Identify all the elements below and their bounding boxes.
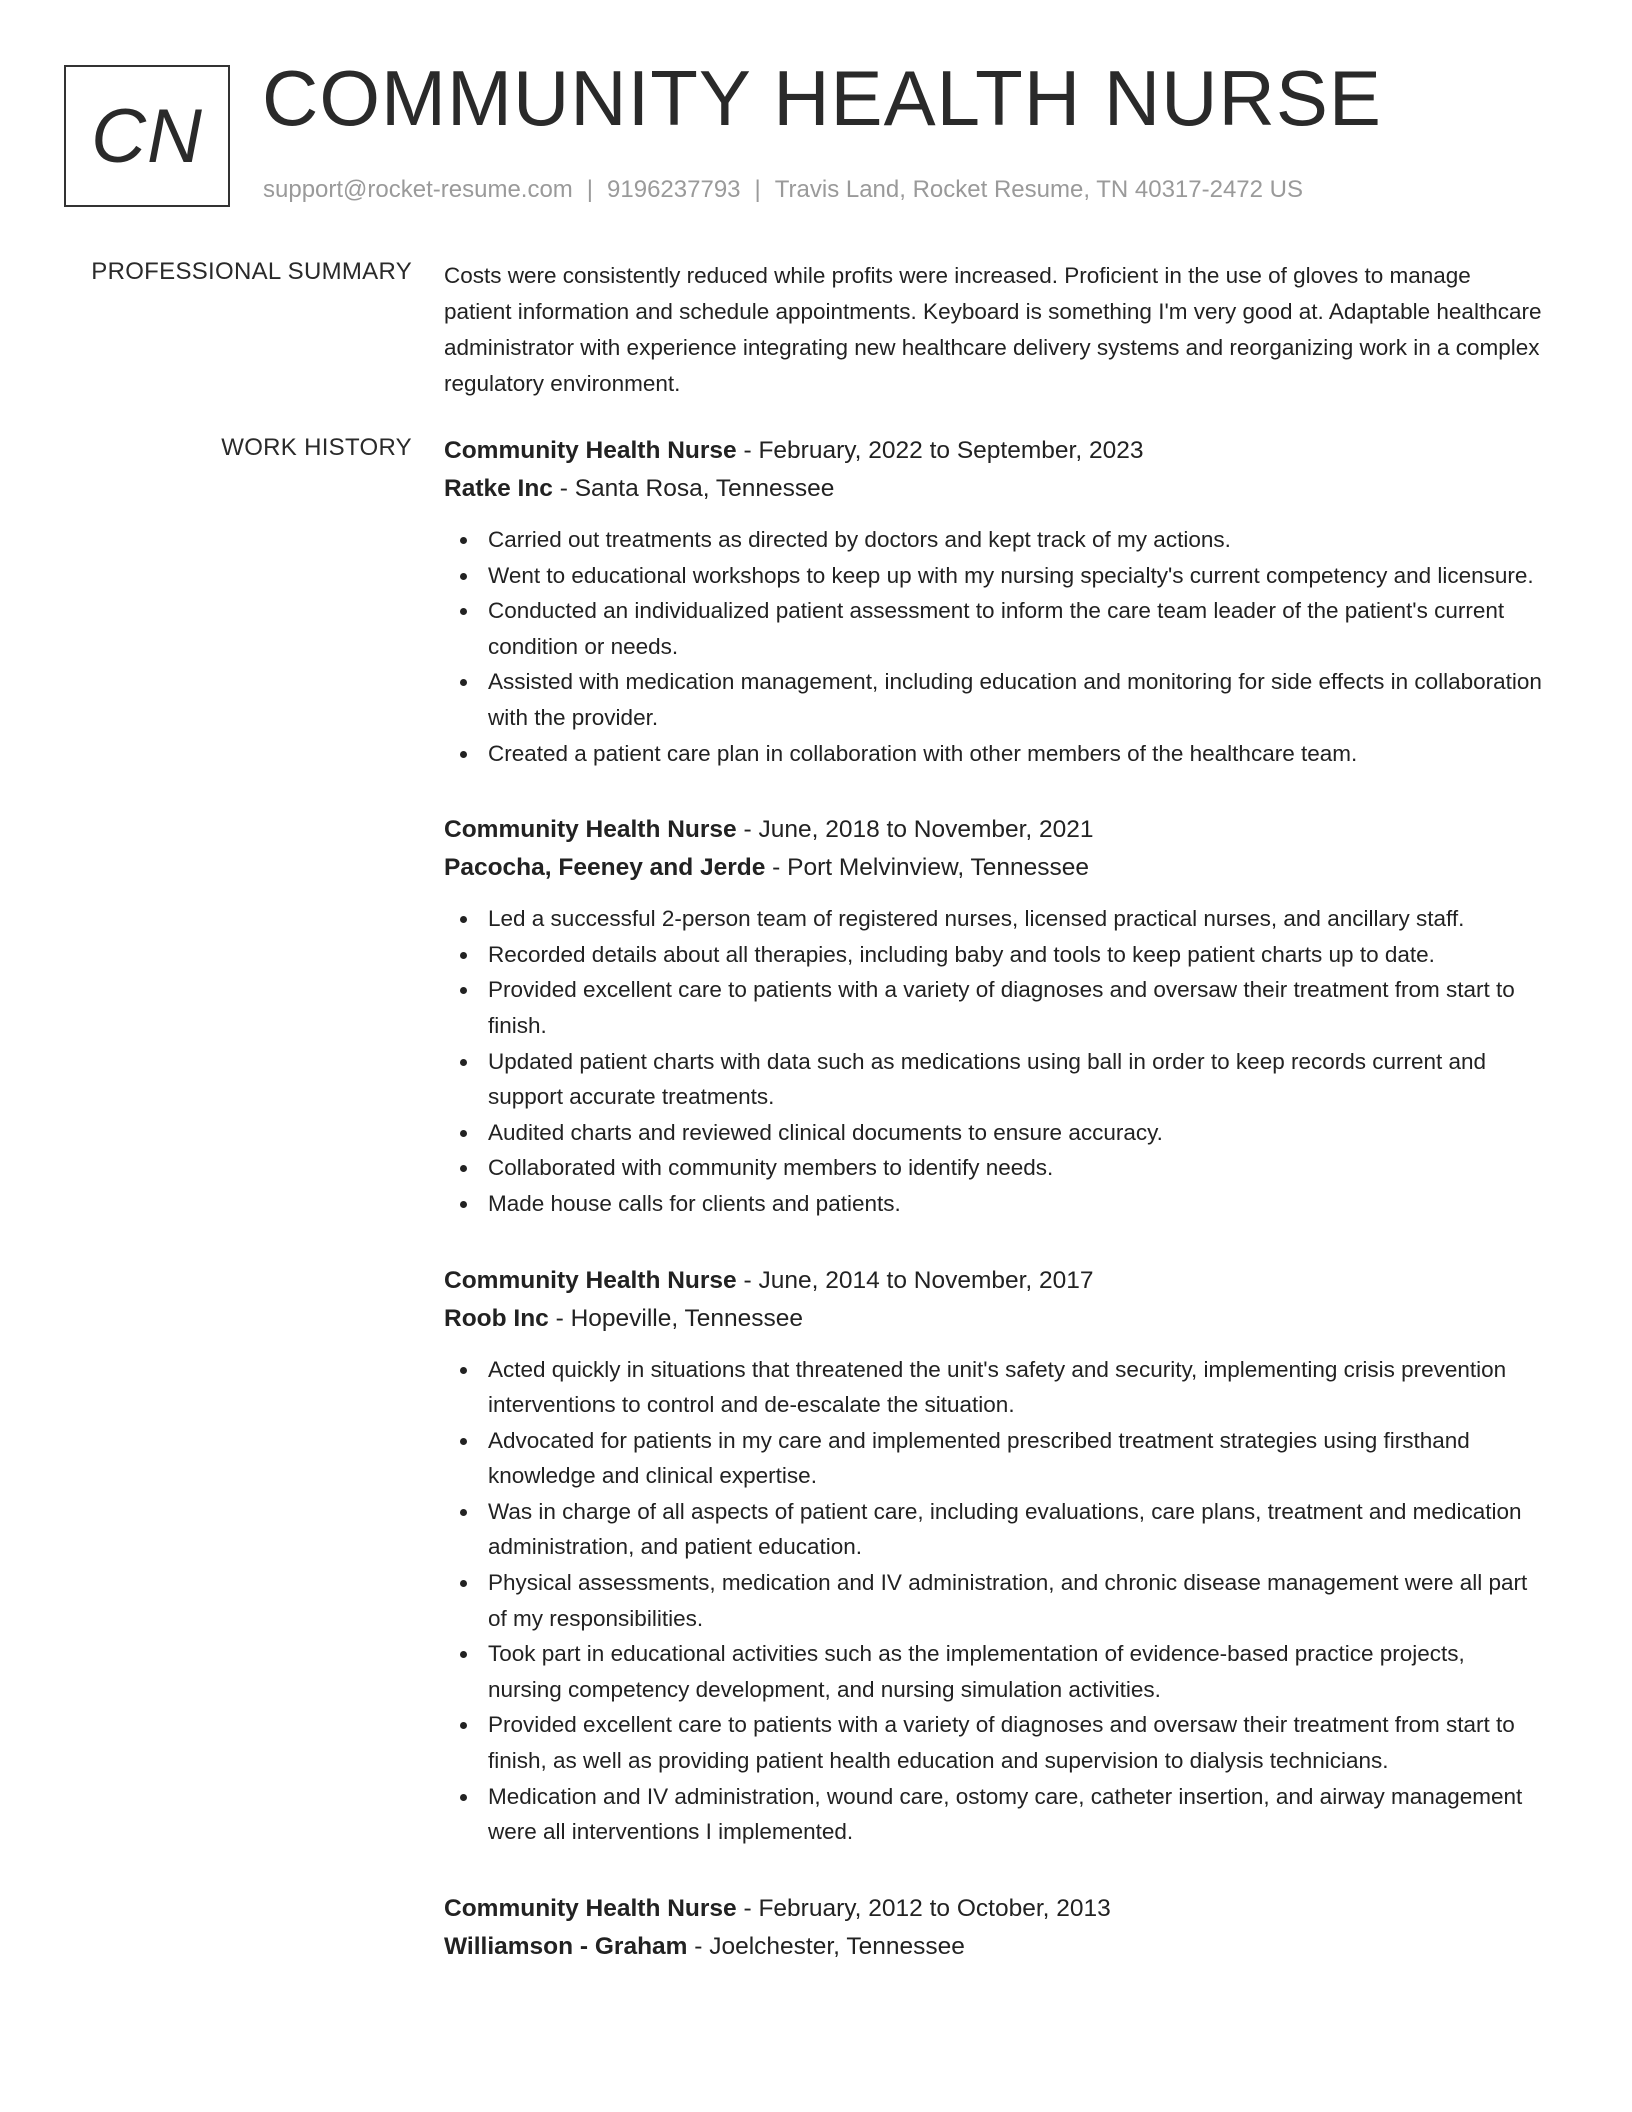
- contact-address: Travis Land, Rocket Resume, TN 40317-2472 US: [774, 176, 1304, 203]
- job-location: - Joelchester, Tennessee: [687, 1932, 965, 1960]
- job-title-line: [444, 811, 1544, 849]
- job-dates: - February, 2012 to October, 2013: [736, 1894, 1111, 1922]
- summary-heading: PROFESSIONAL SUMMARY: [91, 258, 412, 285]
- contact-phone[interactable]: 9196237793: [607, 176, 741, 203]
- job-bullet: Physical assessments, medication and IV administration, and chronic disease management were all part of my responsibilities.: [488, 1565, 1544, 1636]
- job-company: Pacocha, Feeney and Jerde: [444, 854, 766, 882]
- job-dates: - June, 2018 to November, 2021: [736, 816, 1094, 844]
- contact-email[interactable]: support@rocket-resume.com: [263, 176, 573, 203]
- job-bullet: Acted quickly in situations that threatened the unit's safety and security, implementing crisis prevention interventions to control and de-escalate the situation.: [488, 1352, 1544, 1423]
- job-company-line: [444, 470, 1544, 508]
- contact-line: [263, 176, 1303, 204]
- job-bullet: Took part in educational activities such as the implementation of evidence-based practice projects, nursing competency development, and nursing simulation activities.: [488, 1636, 1544, 1707]
- job-bullet: Provided excellent care to patients with a variety of diagnoses and oversaw their treatment from start to finish, as well as providing patient health education and supervision to dialysis technicians.: [488, 1707, 1544, 1778]
- job-bullet: Recorded details about all therapies, including baby and tools to keep patient charts up to date.: [488, 937, 1544, 973]
- job-location: - Port Melvinview, Tennessee: [765, 854, 1090, 882]
- job-company: Williamson - Graham: [444, 1932, 688, 1960]
- job-title: Community Health Nurse: [444, 1266, 737, 1294]
- job-title-line: [444, 1262, 1544, 1300]
- job-bullet: Collaborated with community members to identify needs.: [488, 1150, 1544, 1186]
- work-history-heading: WORK HISTORY: [221, 434, 412, 461]
- job-entry: [444, 432, 1544, 771]
- job-bullets: [444, 1352, 1544, 1850]
- job-bullet: Provided excellent care to patients with a variety of diagnoses and oversaw their treatment from start to finish.: [488, 972, 1544, 1043]
- job-bullet: Advocated for patients in my care and implemented prescribed treatment strategies using firsthand knowledge and clinical expertise.: [488, 1423, 1544, 1494]
- job-bullet: Updated patient charts with data such as medications using ball in order to keep records current and support accurate treatments.: [488, 1044, 1544, 1115]
- job-title: Community Health Nurse: [444, 437, 737, 464]
- job-bullet: Created a patient care plan in collaboration with other members of the healthcare team.: [488, 736, 1544, 772]
- job-bullet: Carried out treatments as directed by doctors and kept track of my actions.: [488, 522, 1544, 558]
- job-entry: [444, 1890, 1544, 1966]
- job-title-line: [444, 1890, 1544, 1928]
- job-bullet: Assisted with medication management, including education and monitoring for side effects in collaboration with the provider.: [488, 664, 1544, 735]
- job-bullets: [444, 901, 1544, 1221]
- job-bullet: Medication and IV administration, wound care, ostomy care, catheter insertion, and airway management were all interventions I implemented.: [488, 1779, 1544, 1850]
- job-bullet: Audited charts and reviewed clinical documents to ensure accuracy.: [488, 1115, 1544, 1151]
- page-title: COMMUNITY HEALTH NURSE: [262, 54, 1382, 142]
- monogram-badge: [64, 65, 230, 207]
- job-dates: - June, 2014 to November, 2017: [736, 1266, 1094, 1294]
- job-bullet: Made house calls for clients and patients.: [488, 1186, 1544, 1222]
- job-bullet: Conducted an individualized patient assessment to inform the care team leader of the patient's current condition or needs.: [488, 593, 1544, 664]
- job-company-line: [444, 1928, 1544, 1966]
- job-location: - Santa Rosa, Tennessee: [552, 475, 835, 502]
- job-company: Ratke Inc: [444, 475, 553, 502]
- job-entry: [444, 811, 1544, 1221]
- job-bullet: Went to educational workshops to keep up with my nursing specialty's current competency and licensure.: [488, 558, 1544, 594]
- job-company-line: [444, 1300, 1544, 1338]
- contact-separator: |: [586, 176, 594, 203]
- job-location: - Hopeville, Tennessee: [548, 1304, 804, 1332]
- job-bullets: [444, 522, 1544, 771]
- monogram-initials: CN: [91, 93, 203, 179]
- job-title: Community Health Nurse: [444, 1894, 737, 1922]
- job-bullet: Led a successful 2-person team of registered nurses, licensed practical nurses, and ancillary staff.: [488, 901, 1544, 937]
- job-list: [444, 432, 1544, 2006]
- job-title-line: [444, 432, 1544, 470]
- job-dates: - February, 2022 to September, 2023: [736, 437, 1144, 464]
- job-entry: [444, 1262, 1544, 1850]
- job-bullet: Was in charge of all aspects of patient care, including evaluations, care plans, treatment and medication administration, and patient education.: [488, 1494, 1544, 1565]
- summary-text: Costs were consistently reduced while profits were increased. Proficient in the use of gloves to manage patient information and schedule appointments. Keyboard is something I'm very good at. Adaptable healthcare administrator with experience integrating new healthcare delivery systems and reorganizing work in a complex regulatory environment.: [444, 263, 1542, 396]
- contact-separator: |: [754, 176, 761, 203]
- job-company-line: [444, 849, 1544, 887]
- job-company: Roob Inc: [444, 1304, 549, 1332]
- job-title: Community Health Nurse: [444, 816, 737, 844]
